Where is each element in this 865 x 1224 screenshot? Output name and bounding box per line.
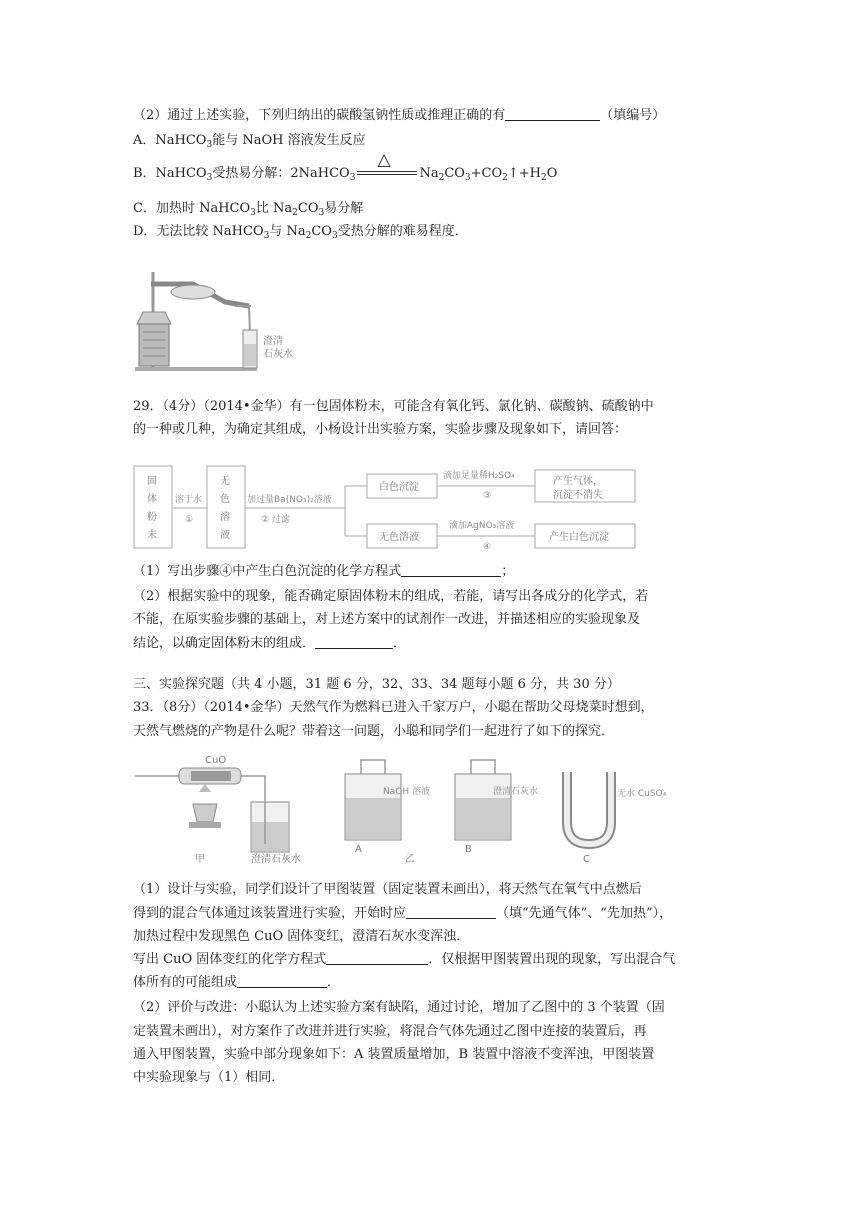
- svg-text:甲: 甲: [195, 854, 205, 865]
- svg-text:② 过滤: ② 过滤: [261, 515, 290, 525]
- q33-part1-4: 写出 CuO 固体变红的化学方程式 ．仅根据甲图装置出现的现象，写出混合气: [133, 952, 676, 967]
- q29-stem-1: 29．（4分）（2014•金华）有一包固体粉末，可能含有氧化钙、氯化钠、碳酸钠、硫酸钠中: [133, 399, 654, 414]
- q29-part2-2: 不能，在原实验步骤的基础上，对上述方案中的试剂作一改进，并描述相应的实验现象及: [133, 612, 641, 627]
- q33-part1-3: 加热过程中发现黑色 CuO 固体变红，澄清石灰水变浑浊．: [133, 929, 470, 944]
- svg-text:体: 体: [147, 494, 157, 505]
- heat-condition-arrow: [355, 150, 419, 184]
- svg-text:④: ④: [483, 542, 492, 552]
- q33-part2-3: 通入甲图装置，实验中部分现象如下：A 装置质量增加，B 装置中溶液不变浑浊，甲图装置: [133, 1047, 655, 1062]
- svg-text:产生气体，: 产生气体，: [553, 476, 603, 487]
- svg-text:乙: 乙: [405, 854, 415, 865]
- option-d: D．无法比较 NaHCO$_3$与 $Na_2CO_3$受热分解的难易程度．: [133, 224, 468, 241]
- svg-text:③: ③: [483, 491, 492, 501]
- svg-text:溶: 溶: [220, 512, 230, 523]
- q33-stem-2: 天然气燃烧的产物是什么呢？带着这一问题，小聪和同学们一起进行了如下的探究．: [133, 724, 615, 739]
- q33-stem-1: 33．（8分）（2014•金华）天然气作为燃料已进入千家万户，小聪在帮助父母烧菜时想到，: [133, 700, 654, 715]
- svg-text:粉: 粉: [147, 512, 157, 523]
- answer-blank[interactable]: [237, 973, 327, 988]
- svg-text:滴加AgNO₃溶液: 滴加AgNO₃溶液: [449, 521, 515, 531]
- limewater-label-1: 澄清: [263, 336, 283, 347]
- answer-blank[interactable]: [401, 562, 501, 577]
- delta-icon: △: [377, 150, 391, 170]
- q33-part1-2: 得到的混合气体通过该装置进行实验，开始时应 （填“先通气体”、“先加热”），: [133, 906, 673, 921]
- svg-text:A: A: [355, 844, 362, 855]
- svg-text:①: ①: [185, 515, 194, 525]
- svg-text:NaOH 溶液: NaOH 溶液: [383, 787, 430, 797]
- svg-text:滴加足量稀H₂SO₄: 滴加足量稀H₂SO₄: [443, 471, 515, 481]
- option-c: C．加热时 NaHCO$_3$比 $Na_2CO_3$易分解: [133, 201, 364, 218]
- svg-text:C: C: [583, 854, 590, 865]
- q33-part2-2: 定装置未画出），对方案作了改进并进行实验，将混合气体先通过乙图中连接的装置后，再: [133, 1024, 647, 1039]
- svg-text:无水 CuSO₄: 无水 CuSO₄: [617, 789, 667, 799]
- limewater-label-2: 石灰水: [263, 349, 293, 360]
- svg-text:固: 固: [147, 476, 157, 487]
- svg-text:无色溶液: 无色溶液: [379, 532, 419, 543]
- svg-text:B: B: [465, 844, 472, 855]
- svg-text:末: 末: [147, 530, 157, 541]
- option-b: B．NaHCO$_3$受热易分解：2NaHCO$_3$ △ $Na_2CO_3+CO_2↑+H_2O$: [133, 150, 558, 183]
- q33-part1-1: （1）设计与实验，同学们设计了甲图装置（固定装置未画出），将天然气在氧气中点燃后: [133, 882, 642, 897]
- svg-text:CuO: CuO: [205, 755, 227, 766]
- answer-blank[interactable]: [315, 634, 393, 649]
- q29-part2-1: （2）根据实验中的现象，能否确定原固体粉末的组成，若能，请写出各成分的化学式，若: [133, 589, 649, 604]
- option-a: A．NaHCO$_3$能与 NaOH 溶液发生反应: [133, 133, 366, 150]
- heating-apparatus-figure: [133, 262, 323, 374]
- svg-text:无: 无: [220, 476, 230, 487]
- svg-text:澄清石灰水: 澄清石灰水: [493, 787, 539, 797]
- svg-text:白色沉淀: 白色沉淀: [379, 482, 419, 493]
- q33-part2-1: （2）评价与改进：小聪认为上述实验方案有缺陷，通过讨论，增加了乙图中的 3 个装置（固: [133, 1000, 665, 1015]
- svg-text:液: 液: [220, 530, 230, 541]
- answer-blank[interactable]: [406, 904, 496, 919]
- q28-part2-line: （2）通过上述实验，下列归纳出的碳酸氢钠性质或推理正确的有 （填编号）: [133, 108, 666, 123]
- svg-text:澄清石灰水: 澄清石灰水: [251, 854, 301, 865]
- svg-text:色: 色: [220, 494, 230, 505]
- q33-part2-4: 中实验现象与（1）相同．: [133, 1070, 285, 1085]
- svg-text:溶于水: 溶于水: [175, 495, 203, 505]
- q29-part1: （1）写出步骤④中产生白色沉淀的化学方程式 ；: [133, 564, 515, 579]
- svg-text:加过量Ba(NO₃)₂溶液: 加过量Ba(NO₃)₂溶液: [247, 495, 332, 505]
- svg-text:产生白色沉淀: 产生白色沉淀: [549, 532, 609, 543]
- section-heading: 三、实验探究题（共 4 小题，31 题 6 分，32、33、34 题每小题 6 分，共 30 分）: [133, 677, 620, 692]
- svg-text:沉淀不消失: 沉淀不消失: [553, 490, 603, 501]
- q33-part1-5: 体所有的可能组成 ．: [133, 975, 341, 990]
- q29-flowchart: [133, 458, 683, 558]
- q29-part2-3: 结论，以确定固体粉末的组成． ．: [133, 636, 407, 651]
- q33-apparatus-figure: [133, 752, 693, 870]
- answer-blank[interactable]: [505, 106, 600, 121]
- answer-blank[interactable]: [326, 950, 428, 965]
- q29-stem-2: 的一种或几种，为确定其组成，小杨设计出实验方案，实验步骤及现象如下，请回答：: [133, 422, 628, 437]
